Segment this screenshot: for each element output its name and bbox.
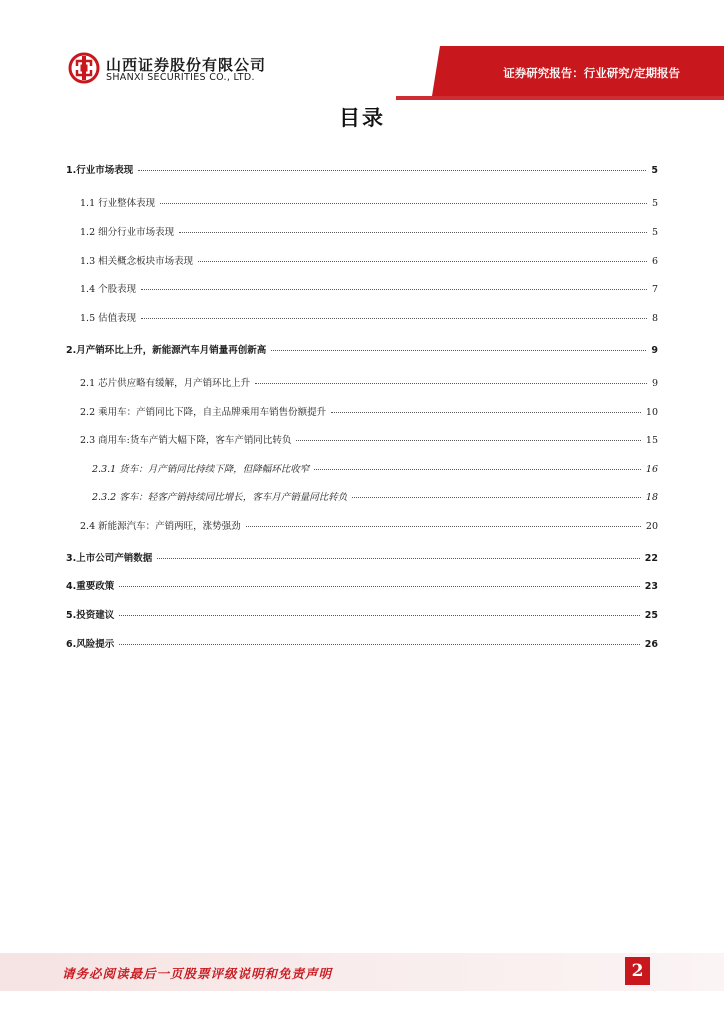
toc-entry-label: 2.2 乘用车：产销同比下降，自主品牌乘用车销售份额提升 bbox=[80, 407, 327, 418]
toc-entry-page: 5 bbox=[651, 165, 658, 176]
toc-entry-page: 9 bbox=[651, 345, 658, 356]
company-name-cn: 山西证券股份有限公司 bbox=[106, 56, 267, 74]
toc-entry-label: 2.3.2 客车：轻客产销持续同比增长，客车月产销量同比转负 bbox=[92, 492, 348, 503]
toc-entry-page: 8 bbox=[651, 313, 658, 324]
toc-leader-dots bbox=[198, 261, 647, 262]
toc-entry[interactable] bbox=[80, 281, 658, 295]
toc-entry[interactable] bbox=[80, 375, 658, 389]
toc-leader-dots bbox=[157, 558, 640, 559]
toc-entry-page: 20 bbox=[645, 521, 658, 532]
toc-entry[interactable] bbox=[66, 342, 658, 356]
toc-entry-page: 22 bbox=[644, 553, 658, 564]
toc-entry[interactable] bbox=[66, 607, 658, 621]
toc-leader-dots bbox=[246, 526, 641, 527]
toc-leader-dots bbox=[119, 644, 640, 645]
toc-entry[interactable] bbox=[80, 404, 658, 418]
company-name-en: SHANXI SECURITIES CO., LTD. bbox=[106, 72, 255, 83]
toc-entry-label: 2.月产销环比上升，新能源汽车月销量再创新高 bbox=[66, 345, 267, 356]
toc-entry[interactable] bbox=[66, 162, 658, 176]
toc-leader-dots bbox=[331, 412, 641, 413]
toc-entry-label: 1.2 细分行业市场表现 bbox=[80, 227, 175, 238]
toc-entry-page: 9 bbox=[651, 378, 658, 389]
toc-entry-label: 2.1 芯片供应略有缓解，月产销环比上升 bbox=[80, 378, 251, 389]
page-title: 目录 bbox=[339, 106, 385, 130]
toc-entry-label: 2.3 商用车:货车产销大幅下降，客车产销同比转负 bbox=[80, 435, 292, 446]
toc-entry-label: 1.3 相关概念板块市场表现 bbox=[80, 256, 194, 267]
toc-entry-label: 1.4 个股表现 bbox=[80, 284, 137, 295]
toc-entry[interactable] bbox=[80, 432, 658, 446]
toc-entry[interactable] bbox=[66, 636, 658, 650]
toc-leader-dots bbox=[314, 469, 641, 470]
toc-entry-page: 5 bbox=[651, 227, 658, 238]
toc-entry-page: 25 bbox=[644, 610, 658, 621]
toc-entry[interactable] bbox=[92, 489, 658, 503]
toc-entry-label: 3.上市公司产销数据 bbox=[66, 553, 153, 564]
header-banner bbox=[0, 0, 724, 100]
toc-leader-dots bbox=[179, 232, 647, 233]
toc-leader-dots bbox=[352, 497, 641, 498]
toc-entry-page: 5 bbox=[651, 198, 658, 209]
toc-entry-page: 15 bbox=[645, 435, 658, 446]
toc-entry-label: 1.1 行业整体表现 bbox=[80, 198, 156, 209]
toc-entry[interactable] bbox=[92, 461, 658, 475]
toc-entry-page: 18 bbox=[645, 492, 658, 503]
toc-entry[interactable] bbox=[80, 195, 658, 209]
footer-disclaimer: 请务必阅读最后一页股票评级说明和免责声明 bbox=[62, 966, 333, 981]
toc-leader-dots bbox=[141, 289, 647, 290]
toc-entry-label: 1.行业市场表现 bbox=[66, 165, 134, 176]
toc-entry[interactable] bbox=[80, 253, 658, 267]
toc-leader-dots bbox=[141, 318, 647, 319]
shanxi-securities-logo-icon bbox=[68, 52, 100, 84]
toc-entry[interactable] bbox=[80, 518, 658, 532]
toc-entry[interactable] bbox=[80, 310, 658, 324]
toc-leader-dots bbox=[255, 383, 647, 384]
toc-entry[interactable] bbox=[66, 578, 658, 592]
toc-leader-dots bbox=[119, 615, 640, 616]
toc-leader-dots bbox=[296, 440, 641, 441]
toc-entry-page: 26 bbox=[644, 639, 658, 650]
toc-leader-dots bbox=[271, 350, 646, 351]
toc-entry-page: 23 bbox=[644, 581, 658, 592]
toc-leader-dots bbox=[119, 586, 640, 587]
toc-entry[interactable] bbox=[80, 224, 658, 238]
toc-entry-page: 10 bbox=[645, 407, 658, 418]
toc-entry-page: 6 bbox=[651, 256, 658, 267]
toc-leader-dots bbox=[160, 203, 647, 204]
toc-entry-label: 2.4 新能源汽车：产销两旺，涨势强劲 bbox=[80, 521, 241, 532]
toc-entry-page: 16 bbox=[645, 464, 658, 475]
toc-entry-label: 1.5 估值表现 bbox=[80, 313, 137, 324]
toc-entry-label: 4.重要政策 bbox=[66, 581, 115, 592]
toc-leader-dots bbox=[138, 170, 646, 171]
page-number-badge: 2 bbox=[625, 957, 650, 985]
toc-entry[interactable] bbox=[66, 550, 658, 564]
toc-entry-label: 2.3.1 货车：月产销同比持续下降，但降幅环比收窄 bbox=[92, 464, 310, 475]
toc-entry-page: 7 bbox=[651, 284, 658, 295]
report-type-label: 证券研究报告：行业研究/定期报告 bbox=[503, 66, 680, 80]
toc-entry-label: 6.风险提示 bbox=[66, 639, 115, 650]
toc-entry-label: 5.投资建议 bbox=[66, 610, 115, 621]
page-header bbox=[0, 0, 724, 100]
